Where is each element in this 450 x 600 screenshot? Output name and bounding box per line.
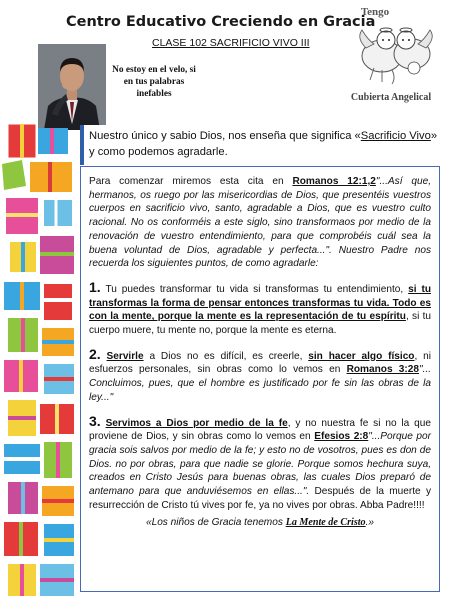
intro-box xyxy=(80,125,438,165)
main-content xyxy=(80,166,440,592)
point-3-emphasis: Servimos a Dios por medio de la fe xyxy=(105,417,288,429)
point-1-tail: , si tu cuerpo muere, tu mente no, porque la mente es eterna. xyxy=(89,311,431,337)
closing-line xyxy=(89,516,431,530)
logo-top-text: Tengo xyxy=(360,6,390,18)
intro-text-before: Nuestro único y sabio Dios, nos enseña que significa « xyxy=(89,130,361,142)
closing-lead: «Los niños de Gracia tenemos xyxy=(145,517,286,529)
point-2-text-2: , ni esfuerzos personales, sin obras como lo vemos en xyxy=(89,350,431,376)
class-subtitle: CLASE 102 SACRIFICIO VIVO III xyxy=(152,37,310,49)
point-3-tail: Después de la muerte y resurrección de Cristo tú vives por fe, ya no vives por obras. Abba Padre!!!! xyxy=(89,486,431,511)
intro-text-after: » y como podemos agradarle. xyxy=(89,130,438,158)
ref-romanos-12: Romanos 12:1,2 xyxy=(292,176,376,187)
closing-tail: .» xyxy=(365,517,375,529)
intro-highlight: Sacrificio Vivo xyxy=(360,130,431,142)
point-3 xyxy=(89,412,431,513)
school-title: Centro Educativo Creciendo en Gracia xyxy=(66,14,376,30)
point-1-lead: Tu puedes transformar tu vida si transformas tu entendimiento, xyxy=(100,283,409,295)
point-2-quote: "... Concluimos, pues, que el hombre es justificado por fe sin las obras de la ley..." xyxy=(89,364,431,403)
point-1-emphasis: si tu transformas la forma de pensar entonces transformas tu vida. Todo es con la mente, porque la mente es la representación de tu espíritu xyxy=(89,283,431,323)
point-2-serve: Servirle xyxy=(106,350,144,362)
angel-logo xyxy=(346,6,442,104)
ref-romanos-3: Romanos 3:28 xyxy=(346,364,419,376)
gift-decoration xyxy=(0,120,80,600)
veil-quote: No estoy en el velo, si en tus palabras inefables xyxy=(112,65,196,99)
logo-bottom-text: Cubierta Angelical xyxy=(350,92,432,103)
closing-emphasis: La Mente de Cristo xyxy=(285,517,366,529)
point-1-number: 1. xyxy=(89,278,101,295)
p1-lead: Para comenzar miremos esta cita en xyxy=(89,176,293,187)
point-2-text: a Dios no es difícil, es creerle, xyxy=(143,350,309,362)
p1-quote: "...Así que, hermanos, os ruego por las misericordias de Dios, que presentéis vuestros cuerpos en sacrificio vivo, santo, agradable a Dios, que es vuestro culto racional. No os conforméis a este siglo, sino transformaos por medio de la renovación de vuestro entendimiento, para que comprobéis cuál sea la buena voluntad de Dios, agradable y perfecta...". Nuestro Padre nos recuerda los siguientes puntos, de como agradarle: xyxy=(89,176,431,270)
ref-efesios-2: Efesios 2:8 xyxy=(314,431,369,443)
point-2-emphasis: sin hacer algo físico xyxy=(308,350,415,362)
point-2-number: 2. xyxy=(89,345,101,362)
paragraph-intro xyxy=(89,175,431,271)
point-1 xyxy=(89,278,431,338)
point-3-text: , y no nuestra fe si no la que proviene de Dios, y sin obras como lo vemos en xyxy=(89,417,431,443)
point-3-quote: "...Porque por gracia sois salvos por medio de la fe; y esto no de vosotros, pues es don de Dios. no por obras, para que nadie se glorie. Porque somos hechura suya, creados en Cristo Jesús para buenas obras, las cuales Dios preparó de antemano para que anduviésemos en ellas...". xyxy=(89,431,431,498)
point-3-number: 3. xyxy=(89,412,101,429)
speaker-photo xyxy=(38,44,106,130)
point-2 xyxy=(89,345,431,405)
angels-icon xyxy=(352,18,436,94)
